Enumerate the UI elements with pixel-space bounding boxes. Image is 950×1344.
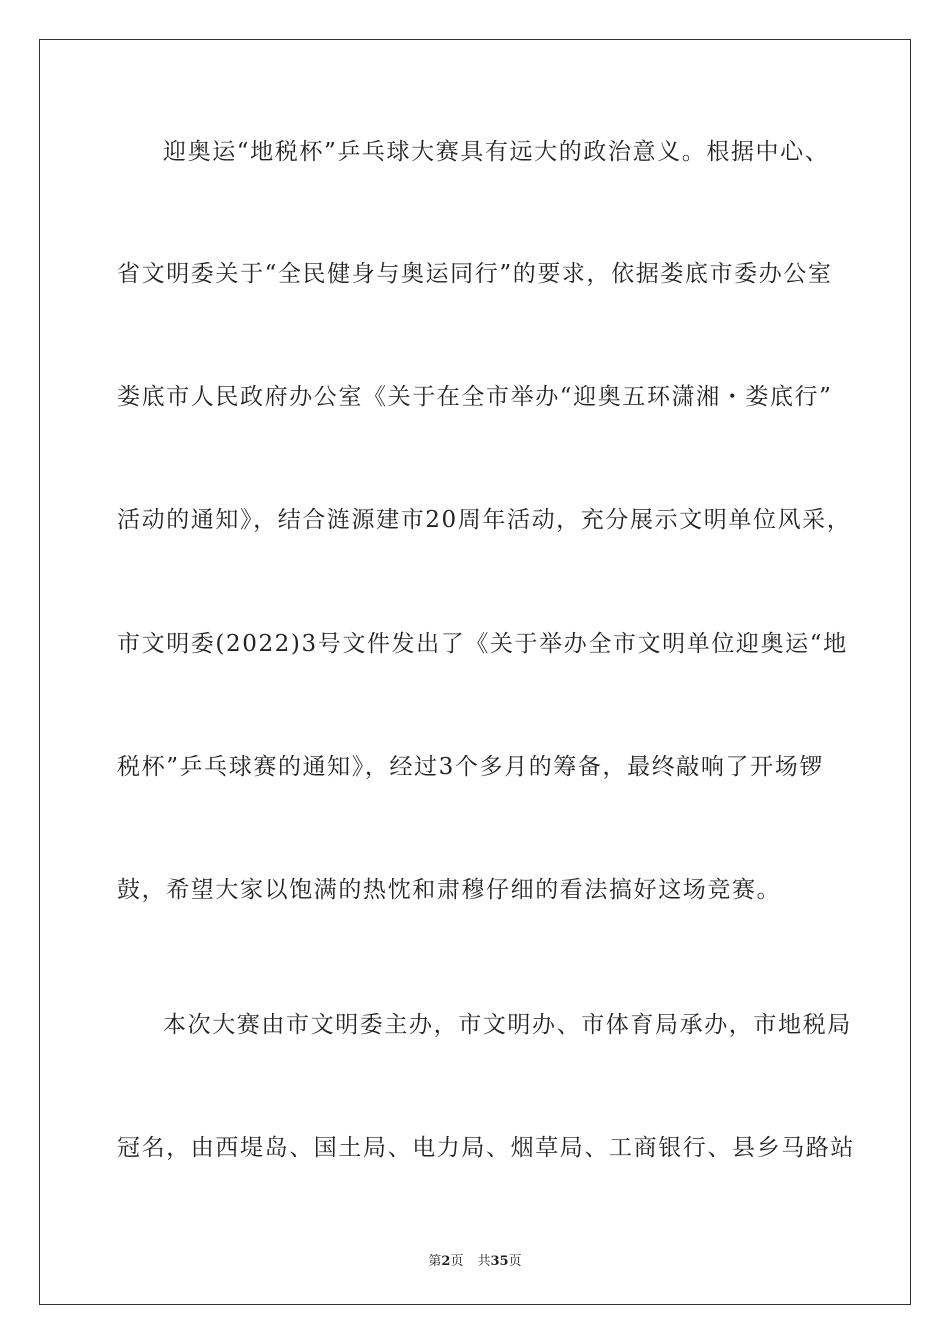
footer-total-pages: 35 [490, 1254, 509, 1269]
page-footer [0, 1250, 950, 1269]
text-line-5: 市文明委(2022)3号文件发出了《关于举办全市文明单位迎奥运“地 [117, 631, 848, 657]
text-line-1: 迎奥运“地税杯”乒乓球大赛具有远大的政治意义。根据中心、 [163, 139, 830, 165]
footer-total-prefix: 共 [477, 1254, 491, 1269]
page-border [39, 39, 911, 1305]
text-line-4: 活动的通知》，结合涟源建市20周年活动，充分展示文明单位风采， [117, 507, 852, 533]
text-line-6: 税杯”乒乓球赛的通知》，经过3个多月的筹备，最终敲响了开场锣 [117, 754, 824, 780]
footer-page-prefix: 第 [428, 1254, 442, 1269]
text-line-3: 娄底市人民政府办公室《关于在全市举办“迎奥五环潇湘・娄底行” [117, 384, 833, 410]
text-line-8: 本次大赛由市文明委主办，市文明办、市体育局承办，市地税局 [163, 1012, 852, 1038]
footer-total-suffix: 页 [508, 1254, 522, 1269]
text-line-7: 鼓，希望大家以饱满的热忱和肃穆仔细的看法搞好这场竞赛。 [117, 877, 782, 903]
text-line-2: 省文明委关于“全民健身与奥运同行”的要求，依据娄底市委办公室 [117, 261, 833, 287]
footer-page-suffix: 页 [450, 1254, 464, 1269]
footer-page-number: 2 [441, 1254, 451, 1269]
text-line-9: 冠名，由西堤岛、国土局、电力局、烟草局、工商银行、县乡马路站 [117, 1135, 855, 1161]
